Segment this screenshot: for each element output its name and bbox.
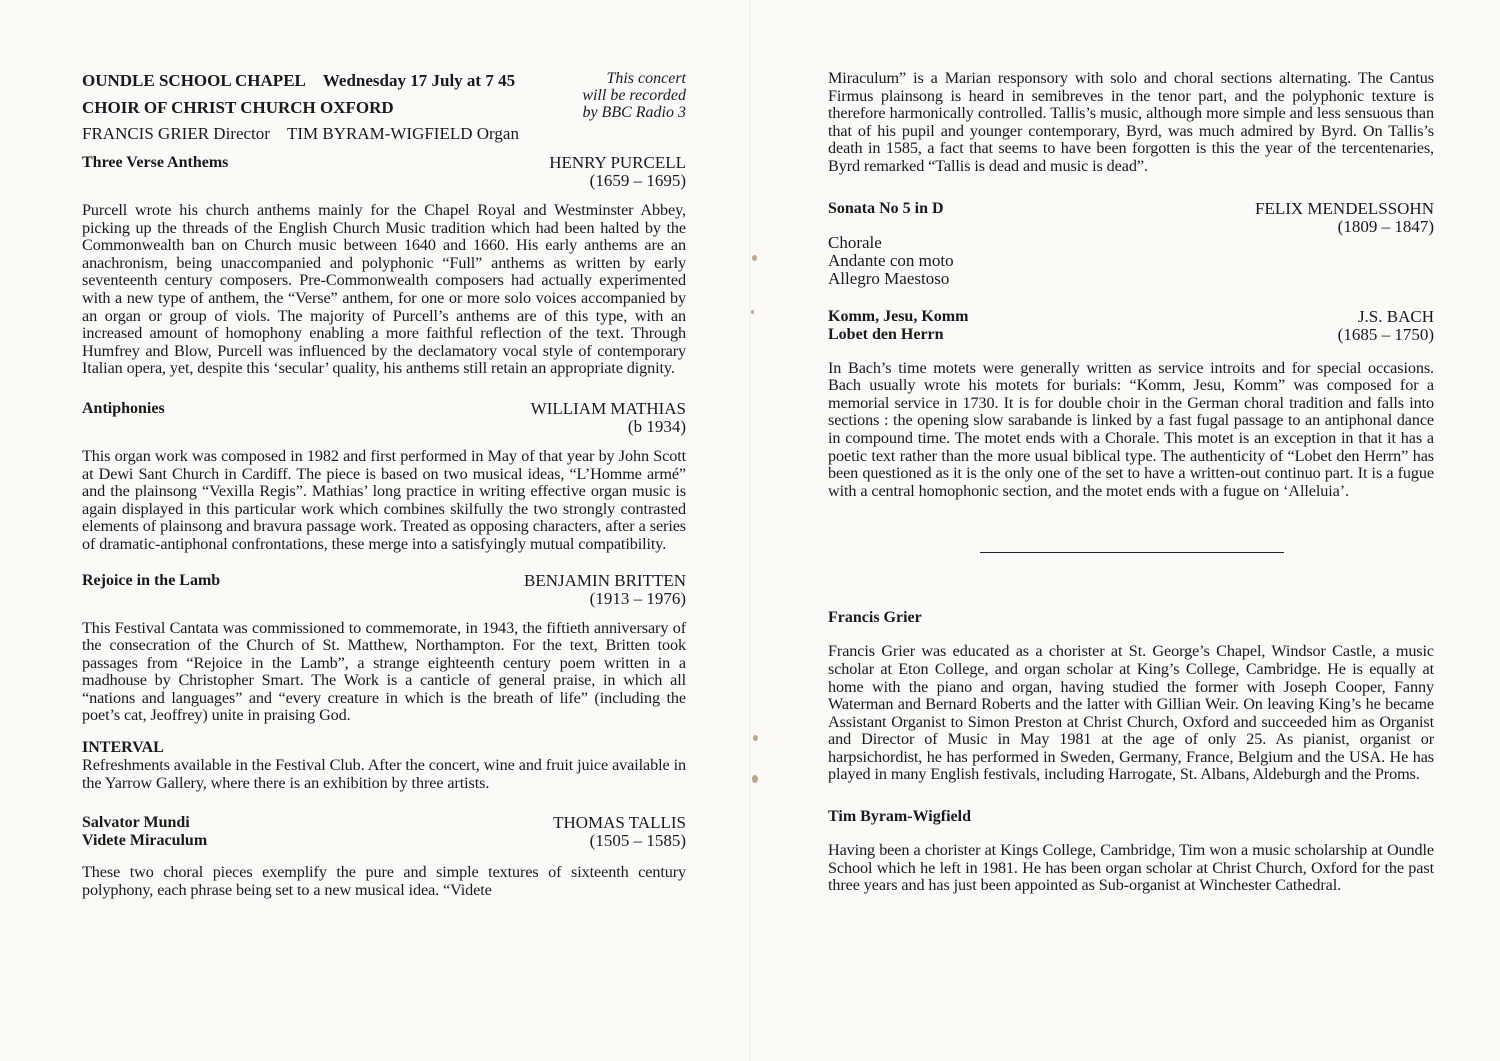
right-page xyxy=(750,0,1500,1061)
recording-note-line: by BBC Radio 3 xyxy=(582,104,686,121)
tallis-notes-continued: Miraculum” is a Marian responsory with solo and choral sections alternating. The Cantus Firmus plainsong is heard in semibreves in the tenor part, and the polyphonic texture is therefore harmonically controlled. Tallis’s music, although more simple and less sensuous than that of his pupil and younger contemporary, Byrd, was much admired by Byrd. On Tallis’s death in 1585, a fact that seems to have been forgotten is this the year of the tercentenaries, Byrd remarked “Tallis is dead and music is dead”. xyxy=(828,69,1434,175)
piece-notes: In Bach’s time motets were generally written as service introits and for special occasions. Bach usually wrote his motets for burials: “Komm, Jesu, Komm” was composed for a memorial service in 1730. It is for double choir in the German choral tradition and falls into sections : the opening slow sarabande is linked by a fast fugal passage to an antiphonal dance in compound time. The motet ends with a Chorale. This motet is an exception in that it has a poetic text rather than the more usual biblical type. The authenticity of “Lobet den Herrn” has been questioned as it is the only one of the set to have a written-out continuo part. It is a fugue with a central homophonic section, and the motet ends with a fugue on ‘Alleluia’. xyxy=(828,358,1434,500)
movement: Chorale xyxy=(828,232,882,252)
composer xyxy=(531,400,686,436)
piece-notes: These two choral pieces exemplify the pure and simple textures of sixteenth century polyphony, each phrase being set to a new musical idea. “Videte xyxy=(82,863,686,899)
composer-dates: (1913 – 1976) xyxy=(589,588,686,608)
movement: Allegro Maestoso xyxy=(828,268,950,288)
piece-title: Three Verse Anthems xyxy=(82,154,229,171)
composer-name: J.S. BACH xyxy=(1357,306,1434,326)
interval-text: Refreshments available in the Festival Club. After the concert, wine and fruit juice available in the Yarrow Gallery, where there is an exhibition by three artists. xyxy=(82,756,686,792)
organ-credit: TIM BYRAM-WIGFIELD Organ xyxy=(286,124,519,143)
piece-title: Salvator Mundi xyxy=(82,814,190,832)
composer xyxy=(1255,200,1434,236)
composer-name: THOMAS TALLIS xyxy=(553,813,686,833)
performers-line xyxy=(82,123,686,145)
piece-bach xyxy=(828,308,1434,344)
bio-name: Francis Grier xyxy=(828,609,922,627)
composer xyxy=(1338,308,1434,344)
concert-date: Wednesday 17 July at 7 45 xyxy=(322,71,516,90)
piece-purcell xyxy=(82,153,686,190)
venue: OUNDLE SCHOOL CHAPEL xyxy=(82,71,306,90)
concert-header xyxy=(82,70,686,145)
piece-title: Sonata No 5 in D xyxy=(828,199,944,217)
paper-speck xyxy=(753,735,758,741)
paper-speck xyxy=(752,775,758,783)
piece-mendelssohn xyxy=(828,198,1434,236)
composer xyxy=(553,814,686,850)
movement-list xyxy=(828,234,1434,288)
choir-name: CHOIR OF CHRIST CHURCH OXFORD xyxy=(82,98,394,117)
composer-dates: (1685 – 1750) xyxy=(1337,324,1434,344)
piece-title: Komm, Jesu, Komm xyxy=(828,307,969,325)
composer-name: FELIX MENDELSSOHN xyxy=(1255,198,1434,218)
composer-name: HENRY PURCELL xyxy=(549,153,686,172)
composer xyxy=(524,572,686,608)
movement: Andante con moto xyxy=(828,250,954,270)
composer-name: BENJAMIN BRITTEN xyxy=(524,570,686,590)
piece-britten xyxy=(82,570,686,608)
composer-dates: (b 1934) xyxy=(627,416,686,436)
piece-mathias xyxy=(82,398,686,436)
composer-name: WILLIAM MATHIAS xyxy=(530,398,686,418)
paper-speck xyxy=(751,310,754,314)
bio-text: Francis Grier was educated as a chorister at St. George’s Chapel, Windsor Castle, a music scholar at Eton College, and organ scholar at King’s College, Cambridge. He is equally at home with the piano and organ, having studied the former with Joseph Cooper, Fanny Waterman and Bernard Roberts and the latter with Gillian Weir. On leaving King’s he became Assistant Organist to Simon Preston at Christ Church, Oxford and succeeded him as Organist and Director of Music in May 1981 at the age of only 25. As pianist, organist or harpsichordist, he has performed in Sweden, Germany, France, Belgium and the USA. He has played in many English festivals, including Harrogate, St. Albans, Aldeburgh and the Proms. xyxy=(828,642,1434,784)
recording-note xyxy=(582,70,686,121)
interval-heading: INTERVAL xyxy=(82,739,164,757)
piece-notes: This organ work was composed in 1982 and first performed in May of that year by John Scott at Dewi Sant Church in Cardiff. The piece is based on two musical ideas, “L’Homme armé” and the plainsong “Vexilla Regis”. Mathias’ long practice in writing effective organ music is again displayed in this particular work which combines skilfully the two strongly contrasted elements of plainsong and bravura passage work. Treated as opposing characters, after a series of dramatic-antiphonal confrontations, these merge into a satisfyingly mutual compatibility. xyxy=(82,446,686,553)
recording-note-line: will be recorded xyxy=(582,87,686,104)
composer xyxy=(549,154,686,190)
composer-dates: (1505 – 1585) xyxy=(589,831,686,851)
paper-speck xyxy=(752,255,757,261)
recording-note-line: This concert xyxy=(606,70,686,87)
bio-name: Tim Byram-Wigfield xyxy=(828,808,971,826)
piece-title: Antiphonies xyxy=(82,399,165,417)
composer-dates: (1809 – 1847) xyxy=(1337,216,1434,236)
piece-title: Videte Miraculum xyxy=(82,832,208,850)
director-credit: FRANCIS GRIER Director xyxy=(82,124,270,143)
piece-title: Rejoice in the Lamb xyxy=(82,571,221,589)
piece-notes: This Festival Cantata was commissioned to commemorate, in 1943, the fiftieth anniversary of the consecration of the Church of St. Matthew, Northampton. For the text, Britten took passages from “Rejoice in the Lamb”, a strange eighteenth century poem written in a madhouse by Christopher Smart. The Work is a canticle of general praise, in which all “nations and languages” and “every creature in which is the breath of life” (including the poet’s cat, Jeoffrey) unite in praising God. xyxy=(82,618,686,725)
piece-notes: Purcell wrote his church anthems mainly for the Chapel Royal and Westminster Abbey, picking up the threads of the English Church Music tradition which had been halted by the Commonwealth ban on Church music between 1640 and 1660. His early anthems are an anachronism, being unaccompanied and polyphonic “Full” anthems as written by early seventeenth century composers. Pre-Commonwealth composers had actually experimented with a new type of anthem, the “Verse” anthem, for one or more solo voices accompanied by an organ or group of viols. The majority of Purcell’s anthems are of this type, with an increased amount of homophony enabling a more faithful reflection of the text. Through Humfrey and Blow, Purcell was influenced by the declamatory vocal style of contemporary Italian opera, yet, despite this ‘secular’ quality, his anthems still retain an appropriate dignity. xyxy=(82,201,686,378)
composer-dates: (1659 – 1695) xyxy=(589,171,686,190)
piece-tallis xyxy=(82,814,686,850)
bio-text: Having been a chorister at Kings College, Cambridge, Tim won a music scholarship at Oundle School which he left in 1981. He has been organ scholar at Christ Church, Oxford for the past three years and has just been appointed as Sub-organist at Winchester Cathedral. xyxy=(828,841,1434,895)
piece-title: Lobet den Herrn xyxy=(828,325,944,343)
